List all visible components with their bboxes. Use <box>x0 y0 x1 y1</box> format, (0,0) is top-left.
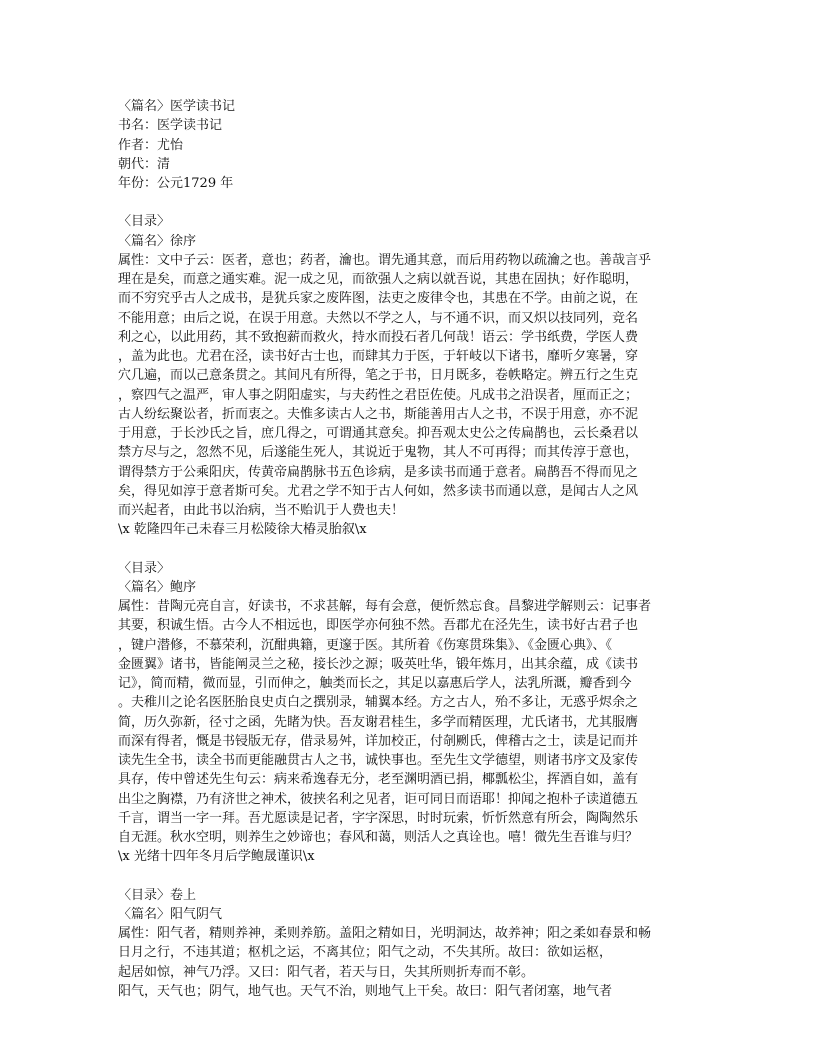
section-gap <box>118 867 698 886</box>
text-line: 阳气，天气也；阴气，地气也。天气不治，则地气上干矣。故曰：阳气者闭塞，地气者 <box>118 983 613 999</box>
text-line: 自无涯。秋水空明，则养生之妙谛也；春风和蔼，则活人之真诠也。嘻！微先生吾谁与归？ <box>118 830 639 845</box>
text-line: 不能用意；由后之说，在误于用意。夫然以不学之人，与不通不识，而又炽以技同列，竞名 <box>118 310 639 326</box>
text-line: ，盖为此也。尤君在泾，读书好古士也，而肆其力于医，于轩岐以下诸书，靡听夕寒暑，穿 <box>118 349 639 364</box>
text-line: 禁方尽与之，忽然不见，后遂能生死人，其说近于鬼物，其人不可再得；而其传淳于意也， <box>118 445 639 461</box>
text-line: 。夫稚川之论名医胚胎良史贞白之撰别录，辅翼本经。方之古人，殆不多让，无惑乎烬余之 <box>118 695 639 711</box>
text-line: 而深有得者，慨是书锓版无存，借录易舛，详加校正，付剞劂氏，俾稽古之士，读是记而并 <box>118 733 639 749</box>
signature-line: \x 乾隆四年己未春三月松陵徐大椿灵胎叙\x <box>118 522 367 538</box>
header-book-name: 书名：医学读书记 <box>118 118 223 134</box>
header-title-line: 〈篇名〉医学读书记 <box>118 99 236 114</box>
text-line: 出尘之胸襟，乃有济世之神术，彼挟名利之见者，讵可同日而语耶！抑闻之抱朴子读道德五 <box>118 791 639 807</box>
text-line: 而不穷究乎古人之成书，是犹兵家之废阵图，法吏之废律令也，其患在不学。由前之说，在 <box>118 291 639 307</box>
text-line: 金匮翼》诸书，皆能阐灵兰之秘，接长沙之源；吸英吐华，锻年炼月，出其余蕴，成《读书 <box>118 656 639 672</box>
toc-marker: 〈目录〉卷上 <box>118 887 197 903</box>
header-author: 作者：尤怡 <box>118 137 184 153</box>
text-line: 记》，简而精，微而显，引而伸之，触类而长之，其足以嘉惠后学人，法乳所溉，瓣香到今 <box>118 676 632 691</box>
section-bao-preface <box>118 559 698 867</box>
toc-marker: 〈目录〉 <box>118 560 171 576</box>
text-line: 起居如惊，神气乃浮。又曰：阳气者，若天与日，失其所则折寿而不彰。 <box>118 964 535 980</box>
header-dynasty: 朝代：清 <box>118 156 171 172</box>
text-line: 矣，得见如淳于意者斯可矣。尤君之学不知于古人何如，然多读书而通以意，是闻古人之风 <box>118 483 639 499</box>
text-line: 其要，积诚生悟。古今人不相远也，即医学亦何独不然。吾郡尤在泾先生，读书好古君子也 <box>118 618 639 634</box>
text-line: 属性：文中子云：医者，意也；药者，瀹也。谓先通其意，而后用药物以疏瀹之也。善哉言乎 <box>118 252 652 268</box>
text-line: ，键户潜修，不慕荣利，沉酣典籍，更邃于医。其所着《伤寒贯珠集》、《金匮心典》、《 <box>118 637 613 653</box>
chapter-title: 〈篇名〉徐序 <box>118 233 197 249</box>
text-line: 于用意，于长沙氏之旨，庶几得之，可谓通其意矣。抑吾观太史公之传扁鹊也，云长桑君以 <box>118 426 639 441</box>
text-line: 读先生全书，读全书而更能融贯古人之书，诚快事也。至先生文学德望，则诸书序文及家传 <box>118 753 639 768</box>
text-line: 谓得禁方于公乘阳庆，传黄帝扁鹊脉书五色诊病，是多读书而通于意者。扁鹊吾不得而见之 <box>118 464 639 480</box>
text-line: 日月之行，不违其道；枢机之运，不离其位；阳气之动，不失其所。故曰：欲如运枢， <box>118 945 613 961</box>
toc-marker: 〈目录〉 <box>118 214 171 230</box>
text-line: 穴几遍，而以己意条贯之。其间凡有所得，笔之于书，日月既多，卷帙略定。辨五行之生克 <box>118 368 639 384</box>
text-line: 理在是矣，而意之通实难。泥一成之见，而欲强人之病以就吾说，其患在固执；好作聪明， <box>118 272 639 287</box>
chapter-title: 〈篇名〉鲍序 <box>118 579 197 595</box>
text-line: 而兴起者，由此书以治病，当不贻讥于人费也夫！ <box>118 503 405 518</box>
header-year: 年份：公元1729 年 <box>118 176 234 191</box>
text-line: 具存，传中曾述先生句云：病来希逸春无分，老至渊明酒已捐，椰瓢松尘，挥酒自如，盖有 <box>118 772 639 788</box>
text-line: 古人纷纭聚讼者，折而衷之。夫惟多读古人之书，斯能善用古人之书，不误于用意，亦不泥 <box>118 406 639 422</box>
section-volume-one <box>118 886 698 1002</box>
section-gap <box>118 193 698 212</box>
text-line: 属性：阳气者，精则养神，柔则养筋。盖阳之精如日，光明洞达，故养神；阳之柔如春景和畅 <box>118 926 652 941</box>
header-block <box>118 97 698 193</box>
chapter-title: 〈篇名〉阳气阴气 <box>118 906 223 922</box>
text-line: 属性：昔陶元亮自言，好读书，不求甚解，每有会意，便忻然忘食。昌黎进学解则云：记事者 <box>118 599 652 614</box>
text-line: 利之心，以此用药，其不致抱薪而救火，持水而投石者几何哉！语云：学书纸费，学医人费 <box>118 329 639 345</box>
text-line: 简，历久弥新，径寸之函，先睹为快。吾友谢君桂生，多学而精医理，尤氏诸书，尤其服膺 <box>118 714 639 730</box>
document-page <box>118 97 698 1001</box>
text-line: 千言，谓当一字一拜。吾尤愿读是记者，字字深思，时时玩索，忻忻然意有所会，陶陶然乐 <box>118 810 639 826</box>
section-xu-preface <box>118 212 698 539</box>
signature-line: \x 光绪十四年冬月后学鲍晟谨识\x <box>118 849 315 865</box>
text-line: ，察四气之温严，审人事之阴阳虚实，与夫药性之君臣佐使。凡成书之沿误者，厘而正之； <box>118 387 639 403</box>
section-gap <box>118 540 698 559</box>
